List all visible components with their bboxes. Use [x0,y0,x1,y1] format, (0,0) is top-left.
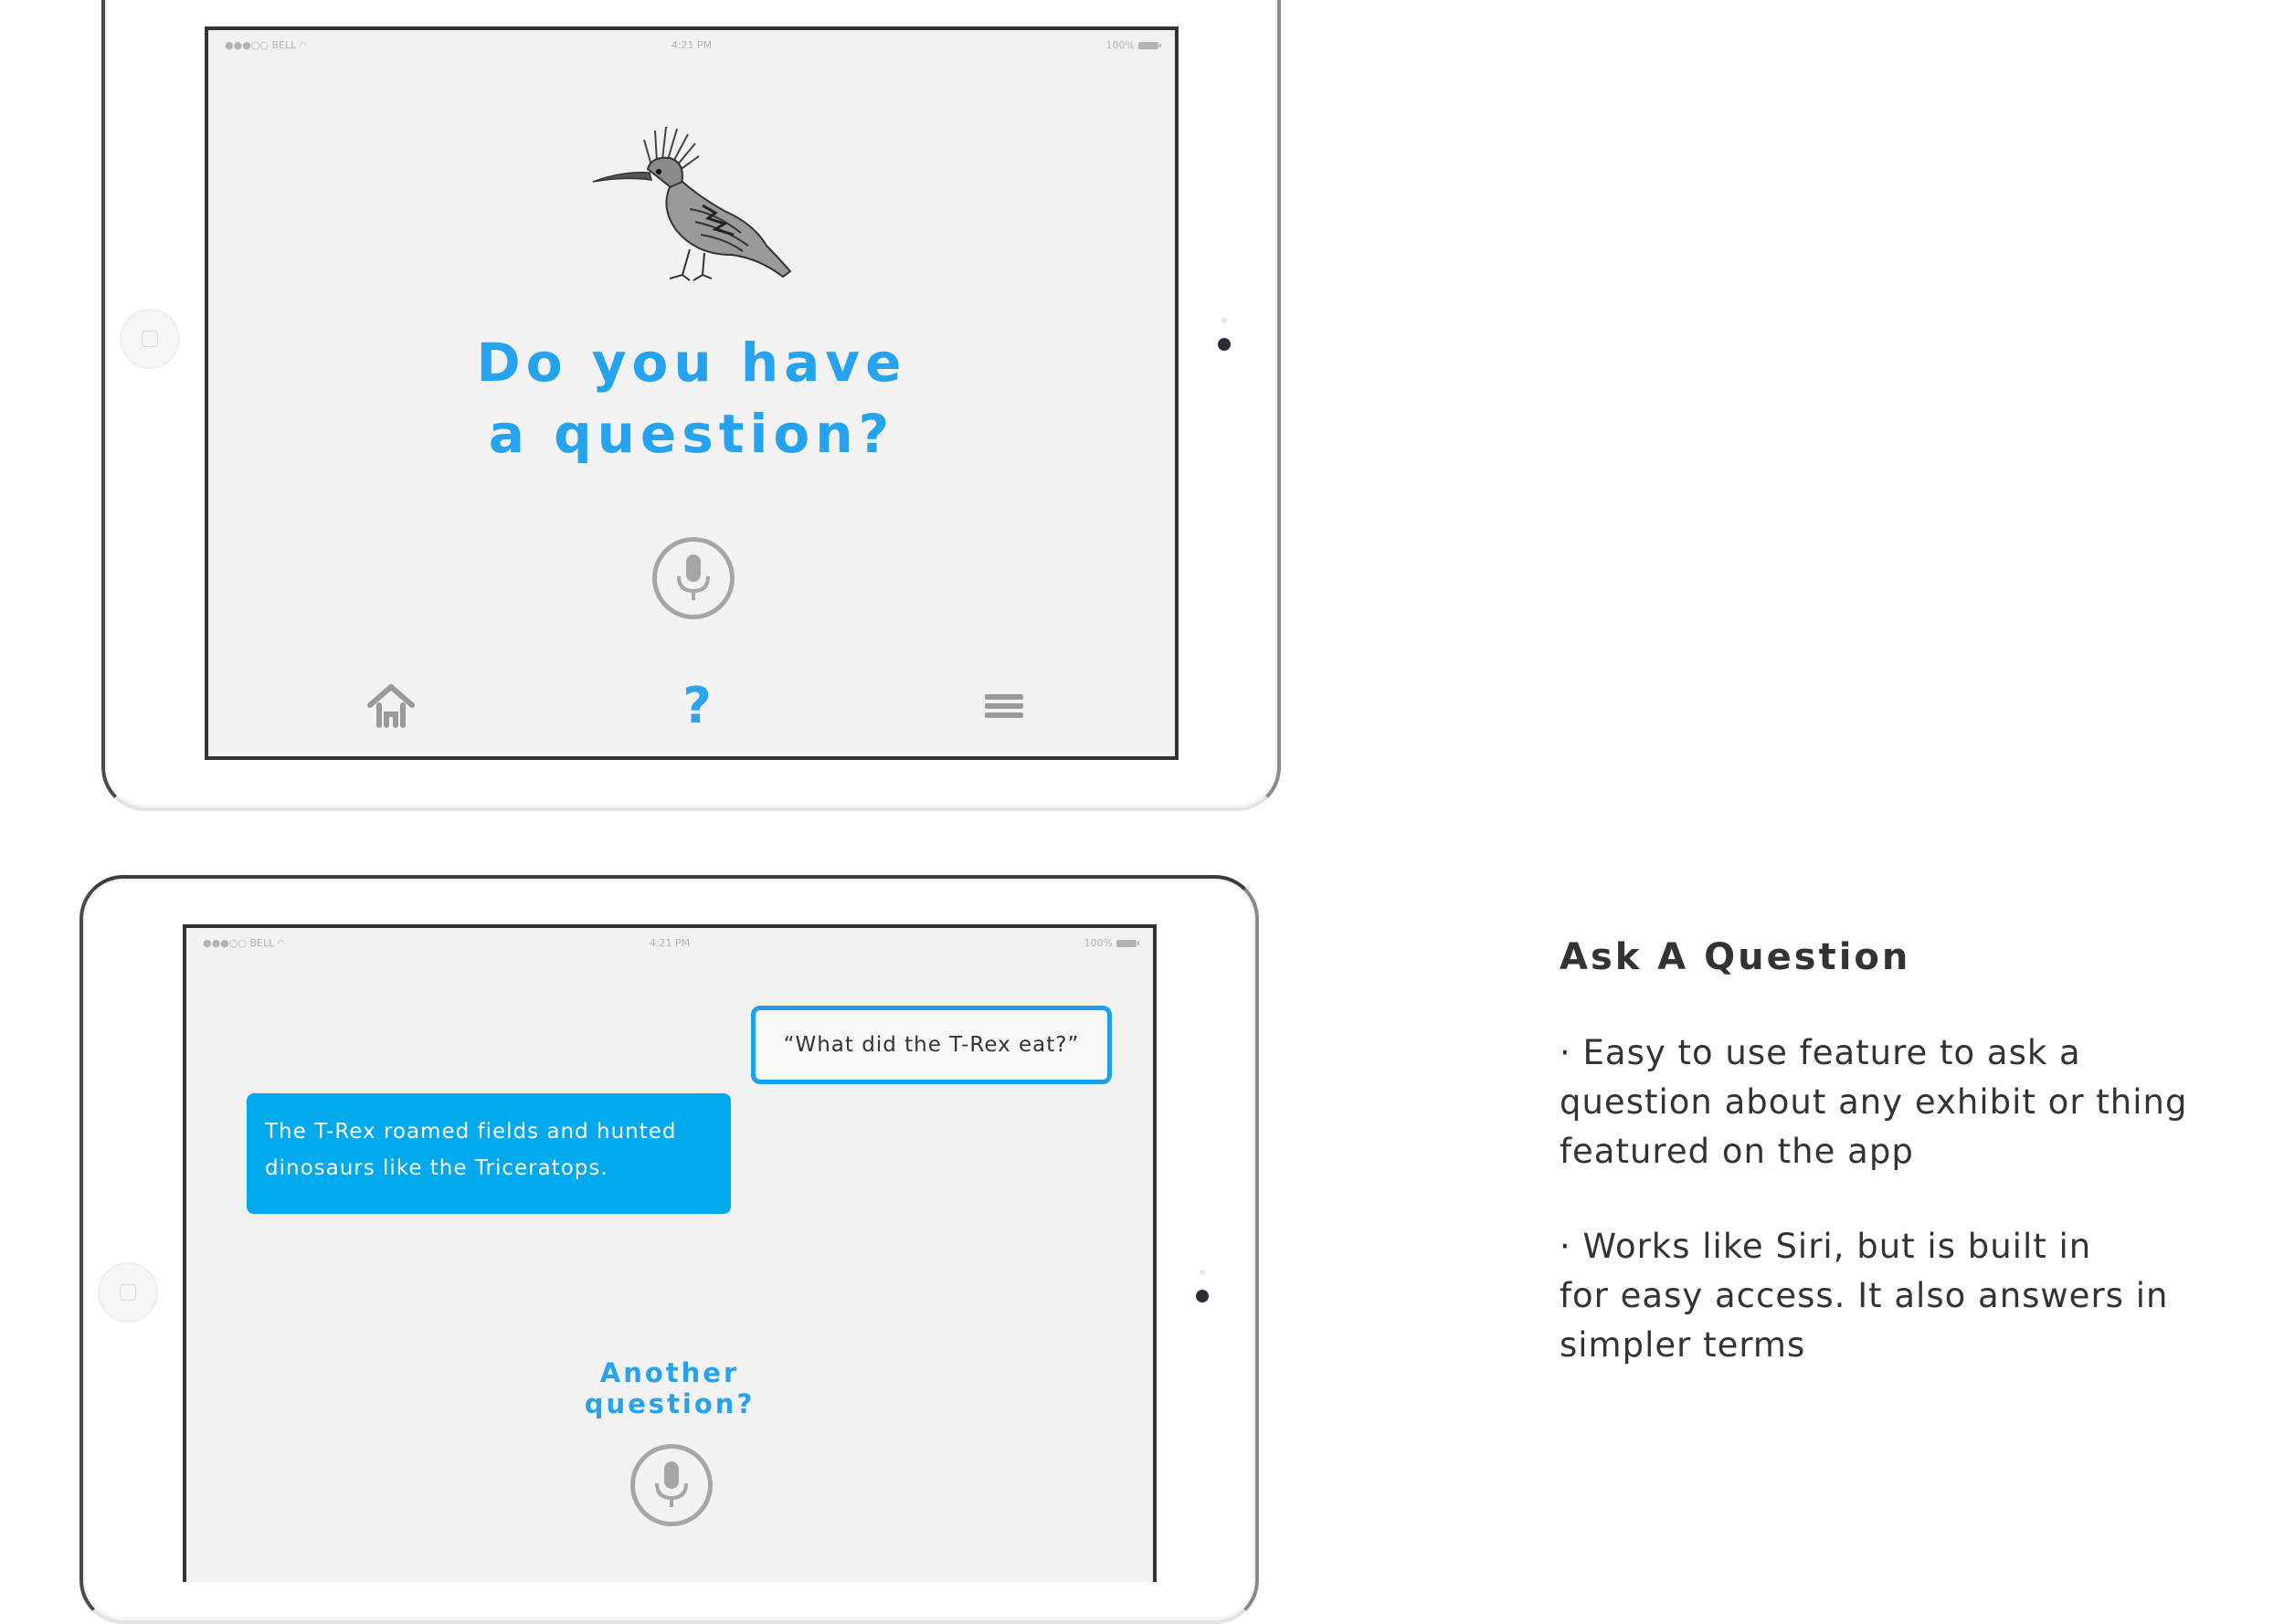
home-icon [359,674,423,738]
bullet-2-line-2: for easy access. It also answers in [1560,1276,2169,1315]
battery-icon [1138,42,1158,49]
carrier-label: ●●●○○ BELL ◠ [225,39,307,51]
answer-line-1: The T-Rex roamed fields and hunted [265,1120,677,1144]
headline-line-1: Do you have [476,332,907,394]
user-question-bubble [751,1006,1112,1084]
bullet-1-line-3: featured on the app [1560,1132,1914,1171]
tab-home[interactable] [359,674,423,738]
device-home-button[interactable] [122,311,178,367]
status-bar [208,30,1175,58]
answer-bubble [247,1093,731,1214]
microphone-icon [635,1449,708,1522]
feature-bullet-1 [1560,1028,2217,1176]
battery-icon [1116,940,1137,947]
status-time: 4:21 PM [671,39,713,51]
feature-description [1560,936,2217,1416]
another-question-prompt [186,1357,1153,1419]
device-camera [1196,1290,1209,1302]
status-time: 4:21 PM [649,937,691,949]
ask-question-screen [205,26,1179,760]
hoopoe-bird-logo [587,121,798,286]
microphone-icon [657,542,730,615]
prompt-line-2: question? [584,1388,756,1419]
tab-bar [208,656,1175,756]
menu-icon [972,674,1036,738]
user-question-text: “What did the T-Rex eat?” [783,1033,1080,1057]
tab-menu[interactable] [972,674,1036,738]
microphone-button[interactable] [652,537,735,619]
wifi-icon: ◠ [277,939,285,949]
bullet-1-line-1: · Easy to use feature to ask a [1560,1033,2081,1072]
ask-question-headline [208,327,1175,469]
device-camera [1218,338,1231,351]
bullet-1-line-2: question about any exhibit or thing [1560,1082,2188,1122]
feature-title: Ask A Question [1560,936,1911,978]
feature-bullet-2 [1560,1222,2217,1370]
answer-line-2: dinosaurs like the Triceratops. [265,1156,608,1180]
tab-question[interactable] [665,674,729,738]
carrier-label: ●●●○○ BELL ◠ [203,937,285,949]
prompt-line-1: Another [599,1357,740,1388]
bullet-2-line-3: simpler terms [1560,1325,1806,1365]
headline-line-2: a question? [488,403,895,465]
conversation-screen [183,924,1157,1582]
status-bar [186,928,1153,955]
question-mark-icon: ? [682,677,712,734]
bullet-2-line-1: · Works like Siri, but is built in [1560,1227,2092,1266]
microphone-button[interactable] [630,1444,713,1526]
battery-indicator: 100% [1084,937,1137,949]
wifi-icon: ◠ [299,41,307,51]
battery-indicator: 100% [1106,39,1158,51]
device-home-button[interactable] [100,1264,156,1321]
